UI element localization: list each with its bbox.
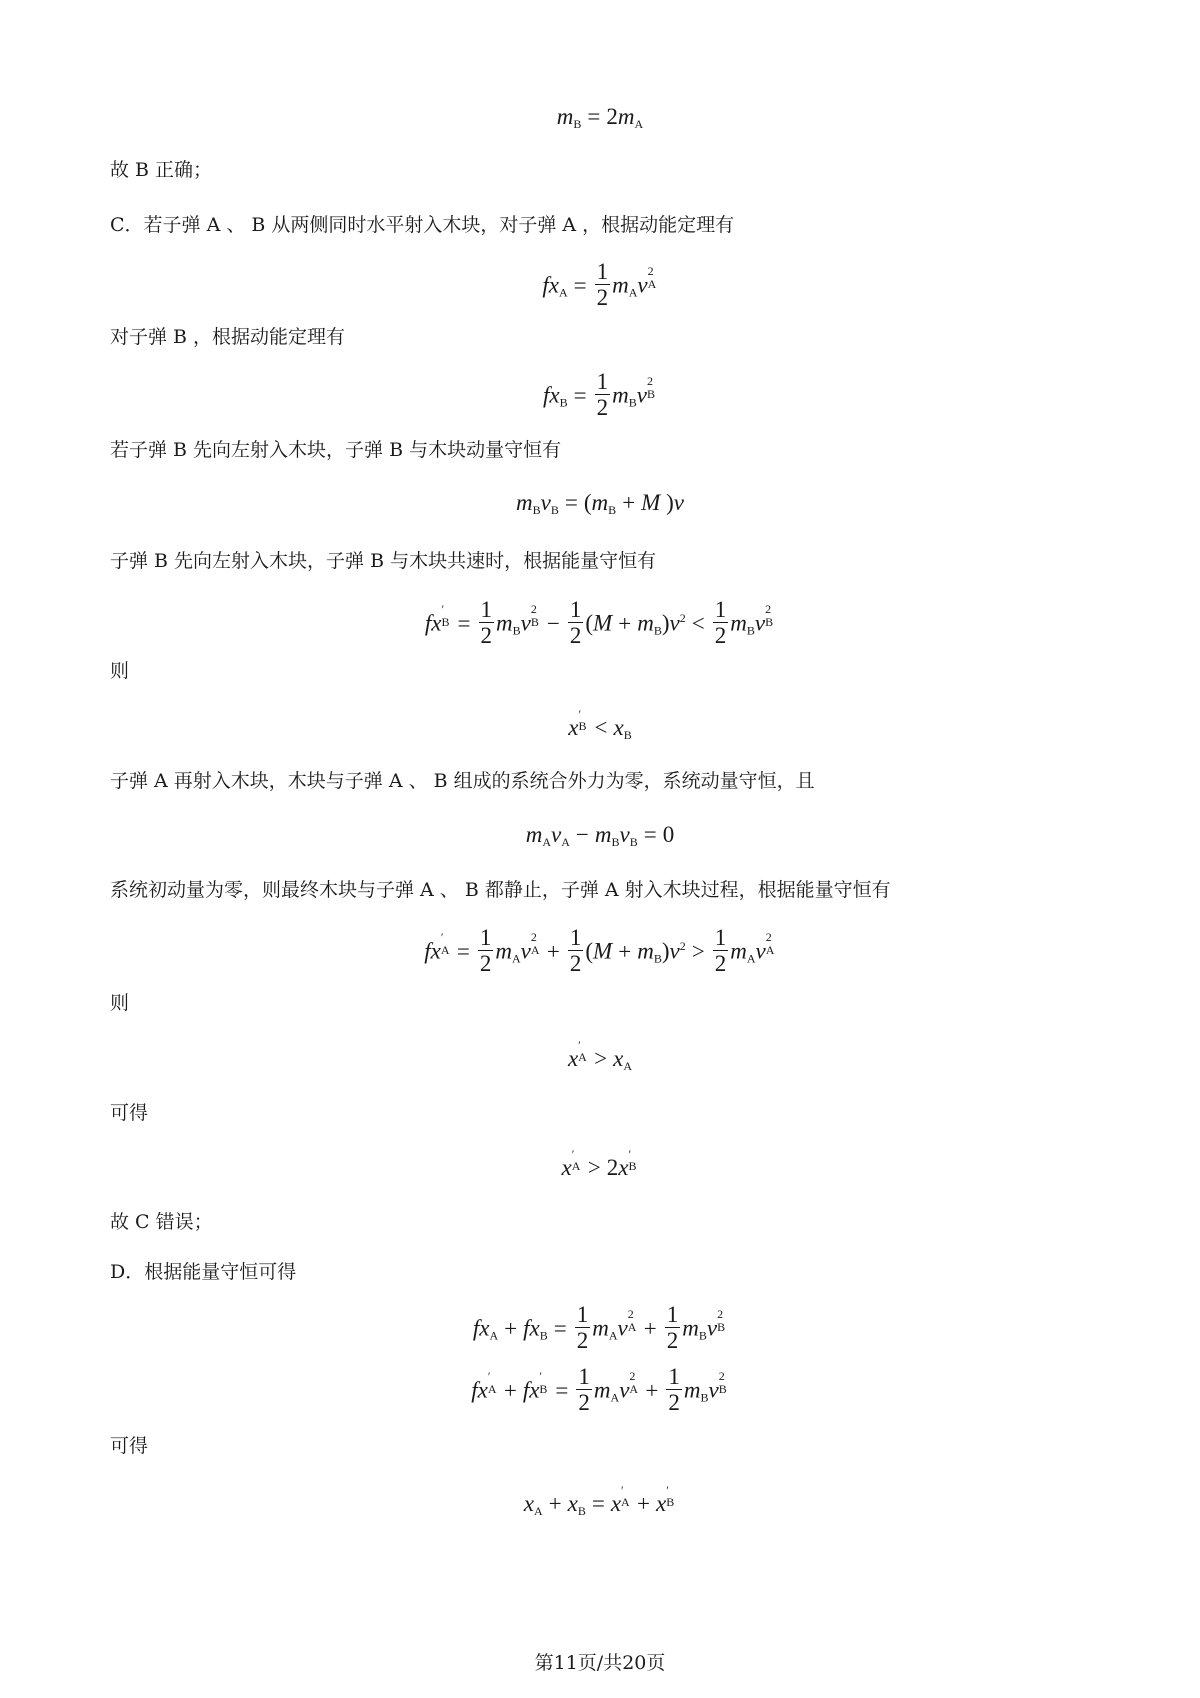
page-number: 第11页/共20页 [534, 1652, 666, 1674]
text-b-first-momentum: 若子弹 B 先向左射入木块，子弹 B 与木块动量守恒有 [110, 439, 562, 461]
text-thus-1: 可得 [110, 1102, 149, 1124]
text-d-intro: D．根据能量守恒可得 [110, 1261, 297, 1283]
equation-work-a: $fx_A$ = $\frac{1}{2}$ $m_Av$ 2 A [542, 259, 657, 311]
text-then-2: 则 [110, 992, 130, 1014]
text-bullet-b-theorem: 对子弹 B ，根据动能定理有 [110, 326, 346, 348]
text-c-wrong: 故 C 错误； [110, 1211, 213, 1233]
text-c-intro: C．若子弹 A 、 B 从两侧同时水平射入木块，对子弹 A ，根据动能定理有 [110, 214, 735, 236]
equation-energy-sum-2: fx ′ A + fx ′ B = $\frac{1}{2}$ $m_Av$ 2 A + $\frac{1}{2}$ $m_Bv$ 2 B [471, 1364, 727, 1416]
text-then-1: 则 [110, 660, 130, 682]
equation-energy-sum-1: $fx_A + fx_B$ = $\frac{1}{2}$ $m_Av$ 2 A + $\frac{1}{2}$ $m_Bv$ 2 B [472, 1302, 726, 1354]
equation-energy-b: fx ′ B = $\frac{1}{2}$ $m_Bv$ 2 B − $\frac{1}{2}$ $(M + m_B)v^2$ < $\frac{1}{2}$ $m_Bv$ 2 B [424, 597, 774, 649]
equation-xa-2xb: x ′ A > 2x ′ B [561, 1146, 637, 1180]
text-b-first-energy: 子弹 B 先向左射入木块，子弹 B 与木块共速时，根据能量守恒有 [110, 550, 657, 572]
equation-energy-a: fx ′ A = $\frac{1}{2}$ $m_Av$ 2 A + $\frac{1}{2}$ $(M + m_B)v^2$ > $\frac{1}{2}$ $m_Av$ 2 A [424, 925, 775, 977]
text-system-zero: 系统初动量为零，则最终木块与子弹 A 、 B 都静止，子弹 A 射入木块过程，根据能量守恒有 [110, 879, 891, 901]
equation-mass-ratio: $m_B = 2m_A$ [556, 104, 644, 132]
equation-xa-compare: x ′ A > $x_A$ [567, 1037, 633, 1074]
text-thus-2: 可得 [110, 1435, 149, 1457]
equation-momentum-zero: $m_Av_A - m_Bv_B = 0$ [525, 822, 675, 850]
equation-momentum-b: $m_Bv_B = (m_B + M$ )v [516, 490, 684, 518]
equation-xb-compare: x ′ B < $x_B$ [568, 706, 632, 743]
equation-displacement-sum: $x_A + x_B = x$ ′ A + x ′ B [523, 1482, 675, 1519]
text-b-correct: 故 B 正确； [110, 159, 213, 181]
text-a-then: 子弹 A 再射入木块，木块与子弹 A 、 B 组成的系统合外力为零，系统动量守恒，且 [110, 770, 815, 792]
equation-work-b: $fx_B$ = $\frac{1}{2}$ $m_Bv$ 2 B [543, 369, 655, 421]
